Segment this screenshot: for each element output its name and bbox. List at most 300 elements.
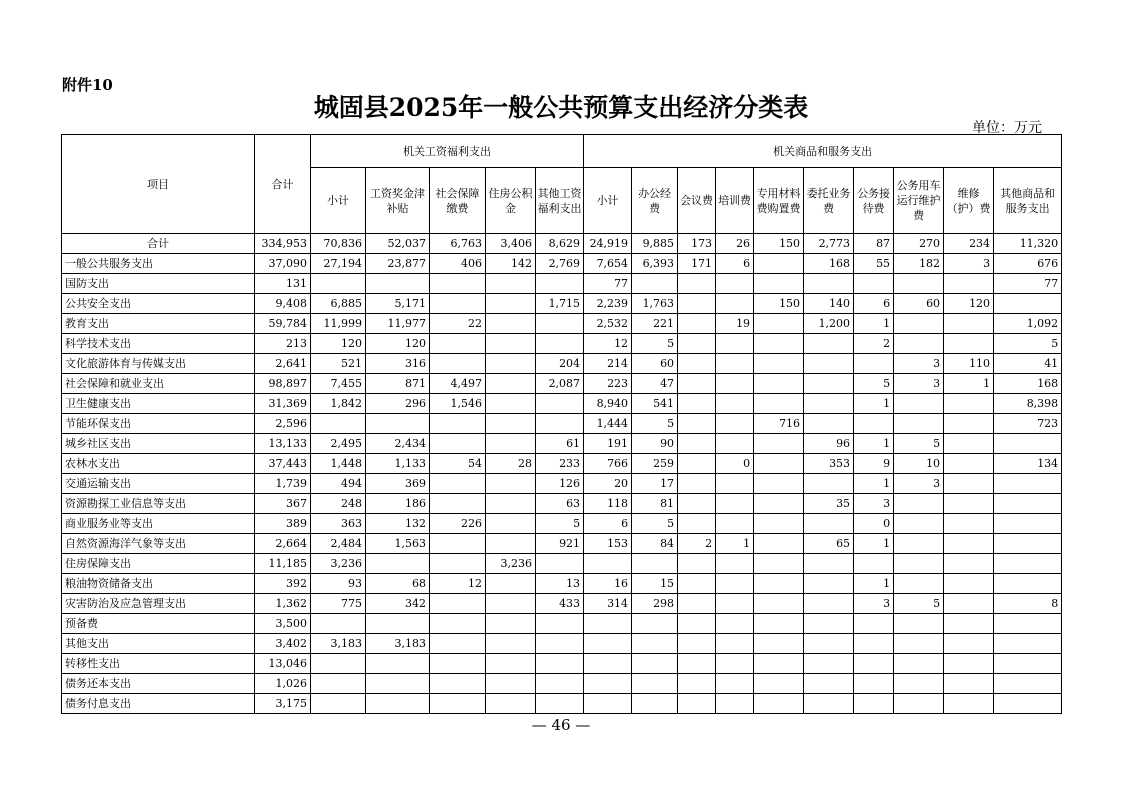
header-col-11: 公务接待费 — [854, 168, 894, 234]
table-cell — [486, 314, 536, 334]
table-cell — [994, 534, 1062, 554]
row-name: 预备费 — [62, 614, 255, 634]
table-cell: 110 — [944, 354, 994, 374]
table-cell: 433 — [536, 594, 584, 614]
table-cell — [754, 474, 804, 494]
table-cell: 8,940 — [584, 394, 632, 414]
table-cell: 521 — [311, 354, 366, 374]
table-cell: 150 — [754, 294, 804, 314]
header-col-7: 会议费 — [678, 168, 716, 234]
table-cell: 342 — [366, 594, 430, 614]
row-name: 国防支出 — [62, 274, 255, 294]
table-cell: 173 — [678, 234, 716, 254]
row-name: 灾害防治及应急管理支出 — [62, 594, 255, 614]
header-col-2: 社会保障缴费 — [430, 168, 486, 234]
table-cell: 9,408 — [255, 294, 311, 314]
table-cell — [754, 454, 804, 474]
table-cell: 150 — [754, 234, 804, 254]
table-cell — [716, 694, 754, 714]
table-cell: 3 — [944, 254, 994, 274]
table-cell — [632, 634, 678, 654]
table-cell — [536, 314, 584, 334]
table-cell: 31,369 — [255, 394, 311, 414]
header-col-13: 维修（护）费 — [944, 168, 994, 234]
table-cell: 2,641 — [255, 354, 311, 374]
table-cell: 1 — [854, 474, 894, 494]
table-cell: 494 — [311, 474, 366, 494]
table-cell: 314 — [584, 594, 632, 614]
table-cell: 5,171 — [366, 294, 430, 314]
table-cell — [894, 274, 944, 294]
table-cell — [536, 634, 584, 654]
table-cell — [854, 554, 894, 574]
table-cell: 7,455 — [311, 374, 366, 394]
table-cell — [311, 654, 366, 674]
table-cell — [366, 554, 430, 574]
table-cell — [486, 614, 536, 634]
table-cell — [944, 494, 994, 514]
table-cell: 3,236 — [311, 554, 366, 574]
table-cell — [632, 694, 678, 714]
table-cell — [754, 434, 804, 454]
table-cell: 1,763 — [632, 294, 678, 314]
table-cell: 182 — [894, 254, 944, 274]
table-cell: 2,532 — [584, 314, 632, 334]
page-title: 城固县2025年一般公共预算支出经济分类表 — [313, 93, 809, 122]
table-cell: 11,977 — [366, 314, 430, 334]
row-name: 一般公共服务支出 — [62, 254, 255, 274]
table-cell — [716, 394, 754, 414]
table-cell — [366, 654, 430, 674]
table-cell — [584, 634, 632, 654]
table-cell: 3 — [854, 494, 894, 514]
table-cell — [804, 574, 854, 594]
table-cell: 2,434 — [366, 434, 430, 454]
header-col-8: 培训费 — [716, 168, 754, 234]
table-cell: 234 — [944, 234, 994, 254]
table-cell — [754, 574, 804, 594]
table-cell — [536, 654, 584, 674]
table-cell — [716, 554, 754, 574]
table-cell — [754, 254, 804, 274]
table-cell: 0 — [716, 454, 754, 474]
table-cell: 3,406 — [486, 234, 536, 254]
table-cell: 3 — [854, 594, 894, 614]
table-cell: 1 — [854, 434, 894, 454]
table-cell — [716, 474, 754, 494]
table-cell — [430, 494, 486, 514]
table-cell — [486, 354, 536, 374]
table-cell — [944, 474, 994, 494]
table-cell: 60 — [894, 294, 944, 314]
table-cell — [716, 634, 754, 654]
table-cell — [678, 494, 716, 514]
table-row — [62, 494, 1062, 514]
table-row — [62, 274, 1062, 294]
table-cell: 2,484 — [311, 534, 366, 554]
table-cell — [366, 414, 430, 434]
table-cell — [944, 694, 994, 714]
table-cell — [430, 534, 486, 554]
table-cell: 11,999 — [311, 314, 366, 334]
table-cell — [944, 674, 994, 694]
table-cell: 2,664 — [255, 534, 311, 554]
table-cell — [854, 634, 894, 654]
table-cell — [486, 334, 536, 354]
table-cell — [894, 314, 944, 334]
table-cell: 676 — [994, 254, 1062, 274]
table-cell: 3,183 — [366, 634, 430, 654]
table-row — [62, 574, 1062, 594]
table-cell — [486, 674, 536, 694]
table-cell: 120 — [944, 294, 994, 314]
table-cell — [632, 554, 678, 574]
table-cell — [994, 474, 1062, 494]
table-cell — [804, 354, 854, 374]
table-cell: 766 — [584, 454, 632, 474]
row-name: 粮油物资储备支出 — [62, 574, 255, 594]
table-row — [62, 474, 1062, 494]
table-cell — [678, 514, 716, 534]
table-cell — [430, 474, 486, 494]
row-name: 资源勘探工业信息等支出 — [62, 494, 255, 514]
table-cell: 132 — [366, 514, 430, 534]
table-cell — [754, 494, 804, 514]
table-cell: 3,402 — [255, 634, 311, 654]
table-cell — [944, 414, 994, 434]
table-cell: 13,046 — [255, 654, 311, 674]
table-cell: 871 — [366, 374, 430, 394]
table-cell — [678, 394, 716, 414]
table-cell: 118 — [584, 494, 632, 514]
table-cell: 17 — [632, 474, 678, 494]
header-col-14: 其他商品和服务支出 — [994, 168, 1062, 234]
table-cell — [994, 634, 1062, 654]
table-cell: 28 — [486, 454, 536, 474]
table-cell: 2,087 — [536, 374, 584, 394]
table-cell — [486, 414, 536, 434]
table-cell — [678, 434, 716, 454]
table-cell: 23,877 — [366, 254, 430, 274]
table-cell — [804, 274, 854, 294]
table-cell: 298 — [632, 594, 678, 614]
table-row — [62, 394, 1062, 414]
table-cell: 131 — [255, 274, 311, 294]
table-cell — [311, 694, 366, 714]
table-cell: 1,444 — [584, 414, 632, 434]
table-cell — [632, 654, 678, 674]
table-cell — [536, 274, 584, 294]
table-cell: 11,320 — [994, 234, 1062, 254]
table-cell — [804, 394, 854, 414]
table-cell — [678, 414, 716, 434]
table-cell — [944, 554, 994, 574]
table-cell — [678, 634, 716, 654]
table-cell — [894, 674, 944, 694]
table-cell: 22 — [430, 314, 486, 334]
table-cell — [632, 614, 678, 634]
table-cell: 296 — [366, 394, 430, 414]
table-cell — [994, 294, 1062, 314]
table-cell — [716, 294, 754, 314]
table-cell — [311, 274, 366, 294]
table-cell: 19 — [716, 314, 754, 334]
table-cell: 0 — [854, 514, 894, 534]
table-row — [62, 594, 1062, 614]
table-cell: 363 — [311, 514, 366, 534]
table-cell — [430, 354, 486, 374]
table-cell — [754, 374, 804, 394]
table-cell — [486, 434, 536, 454]
table-cell — [366, 274, 430, 294]
table-row — [62, 674, 1062, 694]
table-cell — [678, 474, 716, 494]
table-cell: 20 — [584, 474, 632, 494]
table-cell — [678, 594, 716, 614]
table-cell — [430, 654, 486, 674]
row-name: 节能环保支出 — [62, 414, 255, 434]
table-cell — [894, 394, 944, 414]
table-cell: 9 — [854, 454, 894, 474]
table-row — [62, 434, 1062, 454]
table-cell — [486, 654, 536, 674]
table-cell — [311, 614, 366, 634]
table-cell — [804, 474, 854, 494]
table-cell: 1,739 — [255, 474, 311, 494]
table-cell — [804, 614, 854, 634]
table-cell — [804, 414, 854, 434]
table-cell — [944, 274, 994, 294]
table-cell — [366, 674, 430, 694]
table-cell — [486, 274, 536, 294]
table-cell — [944, 594, 994, 614]
table-cell: 168 — [994, 374, 1062, 394]
table-cell — [486, 374, 536, 394]
table-cell: 77 — [584, 274, 632, 294]
table-cell — [584, 554, 632, 574]
table-cell — [804, 634, 854, 654]
table-cell — [994, 654, 1062, 674]
table-cell: 96 — [804, 434, 854, 454]
table-cell — [854, 414, 894, 434]
table-cell: 70,836 — [311, 234, 366, 254]
page-number: — 46 — — [531, 716, 591, 734]
table-cell — [678, 274, 716, 294]
table-row — [62, 534, 1062, 554]
table-cell: 98,897 — [255, 374, 311, 394]
table-cell: 1,200 — [804, 314, 854, 334]
table-cell: 81 — [632, 494, 678, 514]
table-cell — [754, 674, 804, 694]
table-cell: 221 — [632, 314, 678, 334]
row-name: 合计 — [62, 234, 255, 254]
table-cell: 68 — [366, 574, 430, 594]
row-name: 债务还本支出 — [62, 674, 255, 694]
table-cell: 233 — [536, 454, 584, 474]
table-cell — [430, 614, 486, 634]
table-cell — [754, 614, 804, 634]
table-cell: 2 — [678, 534, 716, 554]
table-cell: 2,239 — [584, 294, 632, 314]
table-cell: 353 — [804, 454, 854, 474]
table-row — [62, 654, 1062, 674]
table-cell: 5 — [536, 514, 584, 534]
table-cell — [716, 594, 754, 614]
table-cell — [430, 414, 486, 434]
table-cell — [632, 674, 678, 694]
table-cell — [854, 694, 894, 714]
table-cell: 369 — [366, 474, 430, 494]
table-cell: 191 — [584, 434, 632, 454]
table-cell: 1 — [854, 394, 894, 414]
table-cell: 1,842 — [311, 394, 366, 414]
table-cell — [754, 694, 804, 714]
table-cell — [804, 334, 854, 354]
table-cell: 134 — [994, 454, 1062, 474]
table-cell: 334,953 — [255, 234, 311, 254]
header-col-3: 住房公积金 — [486, 168, 536, 234]
table-cell — [716, 494, 754, 514]
table-cell: 126 — [536, 474, 584, 494]
table-cell: 120 — [311, 334, 366, 354]
header-col-4: 其他工资福利支出 — [536, 168, 584, 234]
table-cell — [430, 674, 486, 694]
table-cell: 6,885 — [311, 294, 366, 314]
table-cell: 168 — [804, 254, 854, 274]
table-cell — [754, 534, 804, 554]
table-cell: 1,092 — [994, 314, 1062, 334]
table-row — [62, 294, 1062, 314]
table-cell: 1,546 — [430, 394, 486, 414]
table-cell: 248 — [311, 494, 366, 514]
table-cell — [994, 514, 1062, 534]
table-cell — [716, 614, 754, 634]
table-cell: 921 — [536, 534, 584, 554]
table-row — [62, 694, 1062, 714]
table-cell — [894, 534, 944, 554]
header-item: 项目 — [62, 135, 255, 234]
table-cell: 1,715 — [536, 294, 584, 314]
table-cell: 2,495 — [311, 434, 366, 454]
table-cell: 1 — [854, 534, 894, 554]
header-col-1: 工资奖金津补贴 — [366, 168, 430, 234]
table-cell — [678, 554, 716, 574]
table-cell — [678, 614, 716, 634]
table-cell — [804, 514, 854, 534]
table-cell: 2,773 — [804, 234, 854, 254]
table-cell — [894, 574, 944, 594]
table-cell: 65 — [804, 534, 854, 554]
header-group-wages: 机关工资福利支出 — [311, 135, 584, 168]
table-cell — [944, 614, 994, 634]
table-cell: 140 — [804, 294, 854, 314]
table-cell — [486, 294, 536, 314]
table-cell — [854, 654, 894, 674]
table-cell: 2 — [854, 334, 894, 354]
table-cell — [430, 554, 486, 574]
table-cell: 1 — [944, 374, 994, 394]
table-cell: 1,133 — [366, 454, 430, 474]
table-row — [62, 454, 1062, 474]
table-cell: 7,654 — [584, 254, 632, 274]
table-cell — [584, 694, 632, 714]
table-cell — [678, 314, 716, 334]
table-cell — [804, 594, 854, 614]
table-cell: 1,362 — [255, 594, 311, 614]
row-name: 自然资源海洋气象等支出 — [62, 534, 255, 554]
table-cell: 37,443 — [255, 454, 311, 474]
table-cell — [486, 494, 536, 514]
row-name: 转移性支出 — [62, 654, 255, 674]
table-cell: 1 — [854, 574, 894, 594]
table-cell: 10 — [894, 454, 944, 474]
table-cell — [994, 574, 1062, 594]
table-cell — [716, 334, 754, 354]
table-cell — [944, 654, 994, 674]
table-cell: 84 — [632, 534, 678, 554]
table-cell: 3 — [894, 474, 944, 494]
table-cell — [754, 594, 804, 614]
table-cell — [754, 634, 804, 654]
table-row — [62, 554, 1062, 574]
table-cell — [894, 554, 944, 574]
table-cell: 389 — [255, 514, 311, 534]
table-cell — [754, 334, 804, 354]
table-cell — [994, 694, 1062, 714]
table-cell: 5 — [632, 334, 678, 354]
header-col-0: 小计 — [311, 168, 366, 234]
table-cell: 5 — [894, 434, 944, 454]
table-cell: 5 — [894, 594, 944, 614]
table-cell — [994, 434, 1062, 454]
table-cell — [486, 514, 536, 534]
table-cell — [804, 654, 854, 674]
row-name: 城乡社区支出 — [62, 434, 255, 454]
row-name: 公共安全支出 — [62, 294, 255, 314]
table-row — [62, 414, 1062, 434]
table-cell — [632, 274, 678, 294]
table-cell: 142 — [486, 254, 536, 274]
table-cell — [804, 554, 854, 574]
table-cell: 9,885 — [632, 234, 678, 254]
table-cell — [994, 554, 1062, 574]
table-cell — [944, 434, 994, 454]
table-cell — [944, 514, 994, 534]
table-cell — [678, 354, 716, 374]
table-cell — [754, 354, 804, 374]
table-cell: 226 — [430, 514, 486, 534]
row-name: 住房保障支出 — [62, 554, 255, 574]
table-cell — [754, 654, 804, 674]
table-cell — [804, 674, 854, 694]
table-cell — [854, 674, 894, 694]
table-cell: 6 — [584, 514, 632, 534]
table-cell — [430, 694, 486, 714]
table-cell — [894, 514, 944, 534]
table-cell: 11,185 — [255, 554, 311, 574]
row-name: 教育支出 — [62, 314, 255, 334]
table-cell — [536, 394, 584, 414]
table-cell: 223 — [584, 374, 632, 394]
table-cell — [430, 274, 486, 294]
table-cell — [894, 334, 944, 354]
table-cell: 153 — [584, 534, 632, 554]
table-cell: 1,448 — [311, 454, 366, 474]
table-cell: 2,769 — [536, 254, 584, 274]
table-row — [62, 334, 1062, 354]
table-cell — [716, 574, 754, 594]
table-cell: 13,133 — [255, 434, 311, 454]
